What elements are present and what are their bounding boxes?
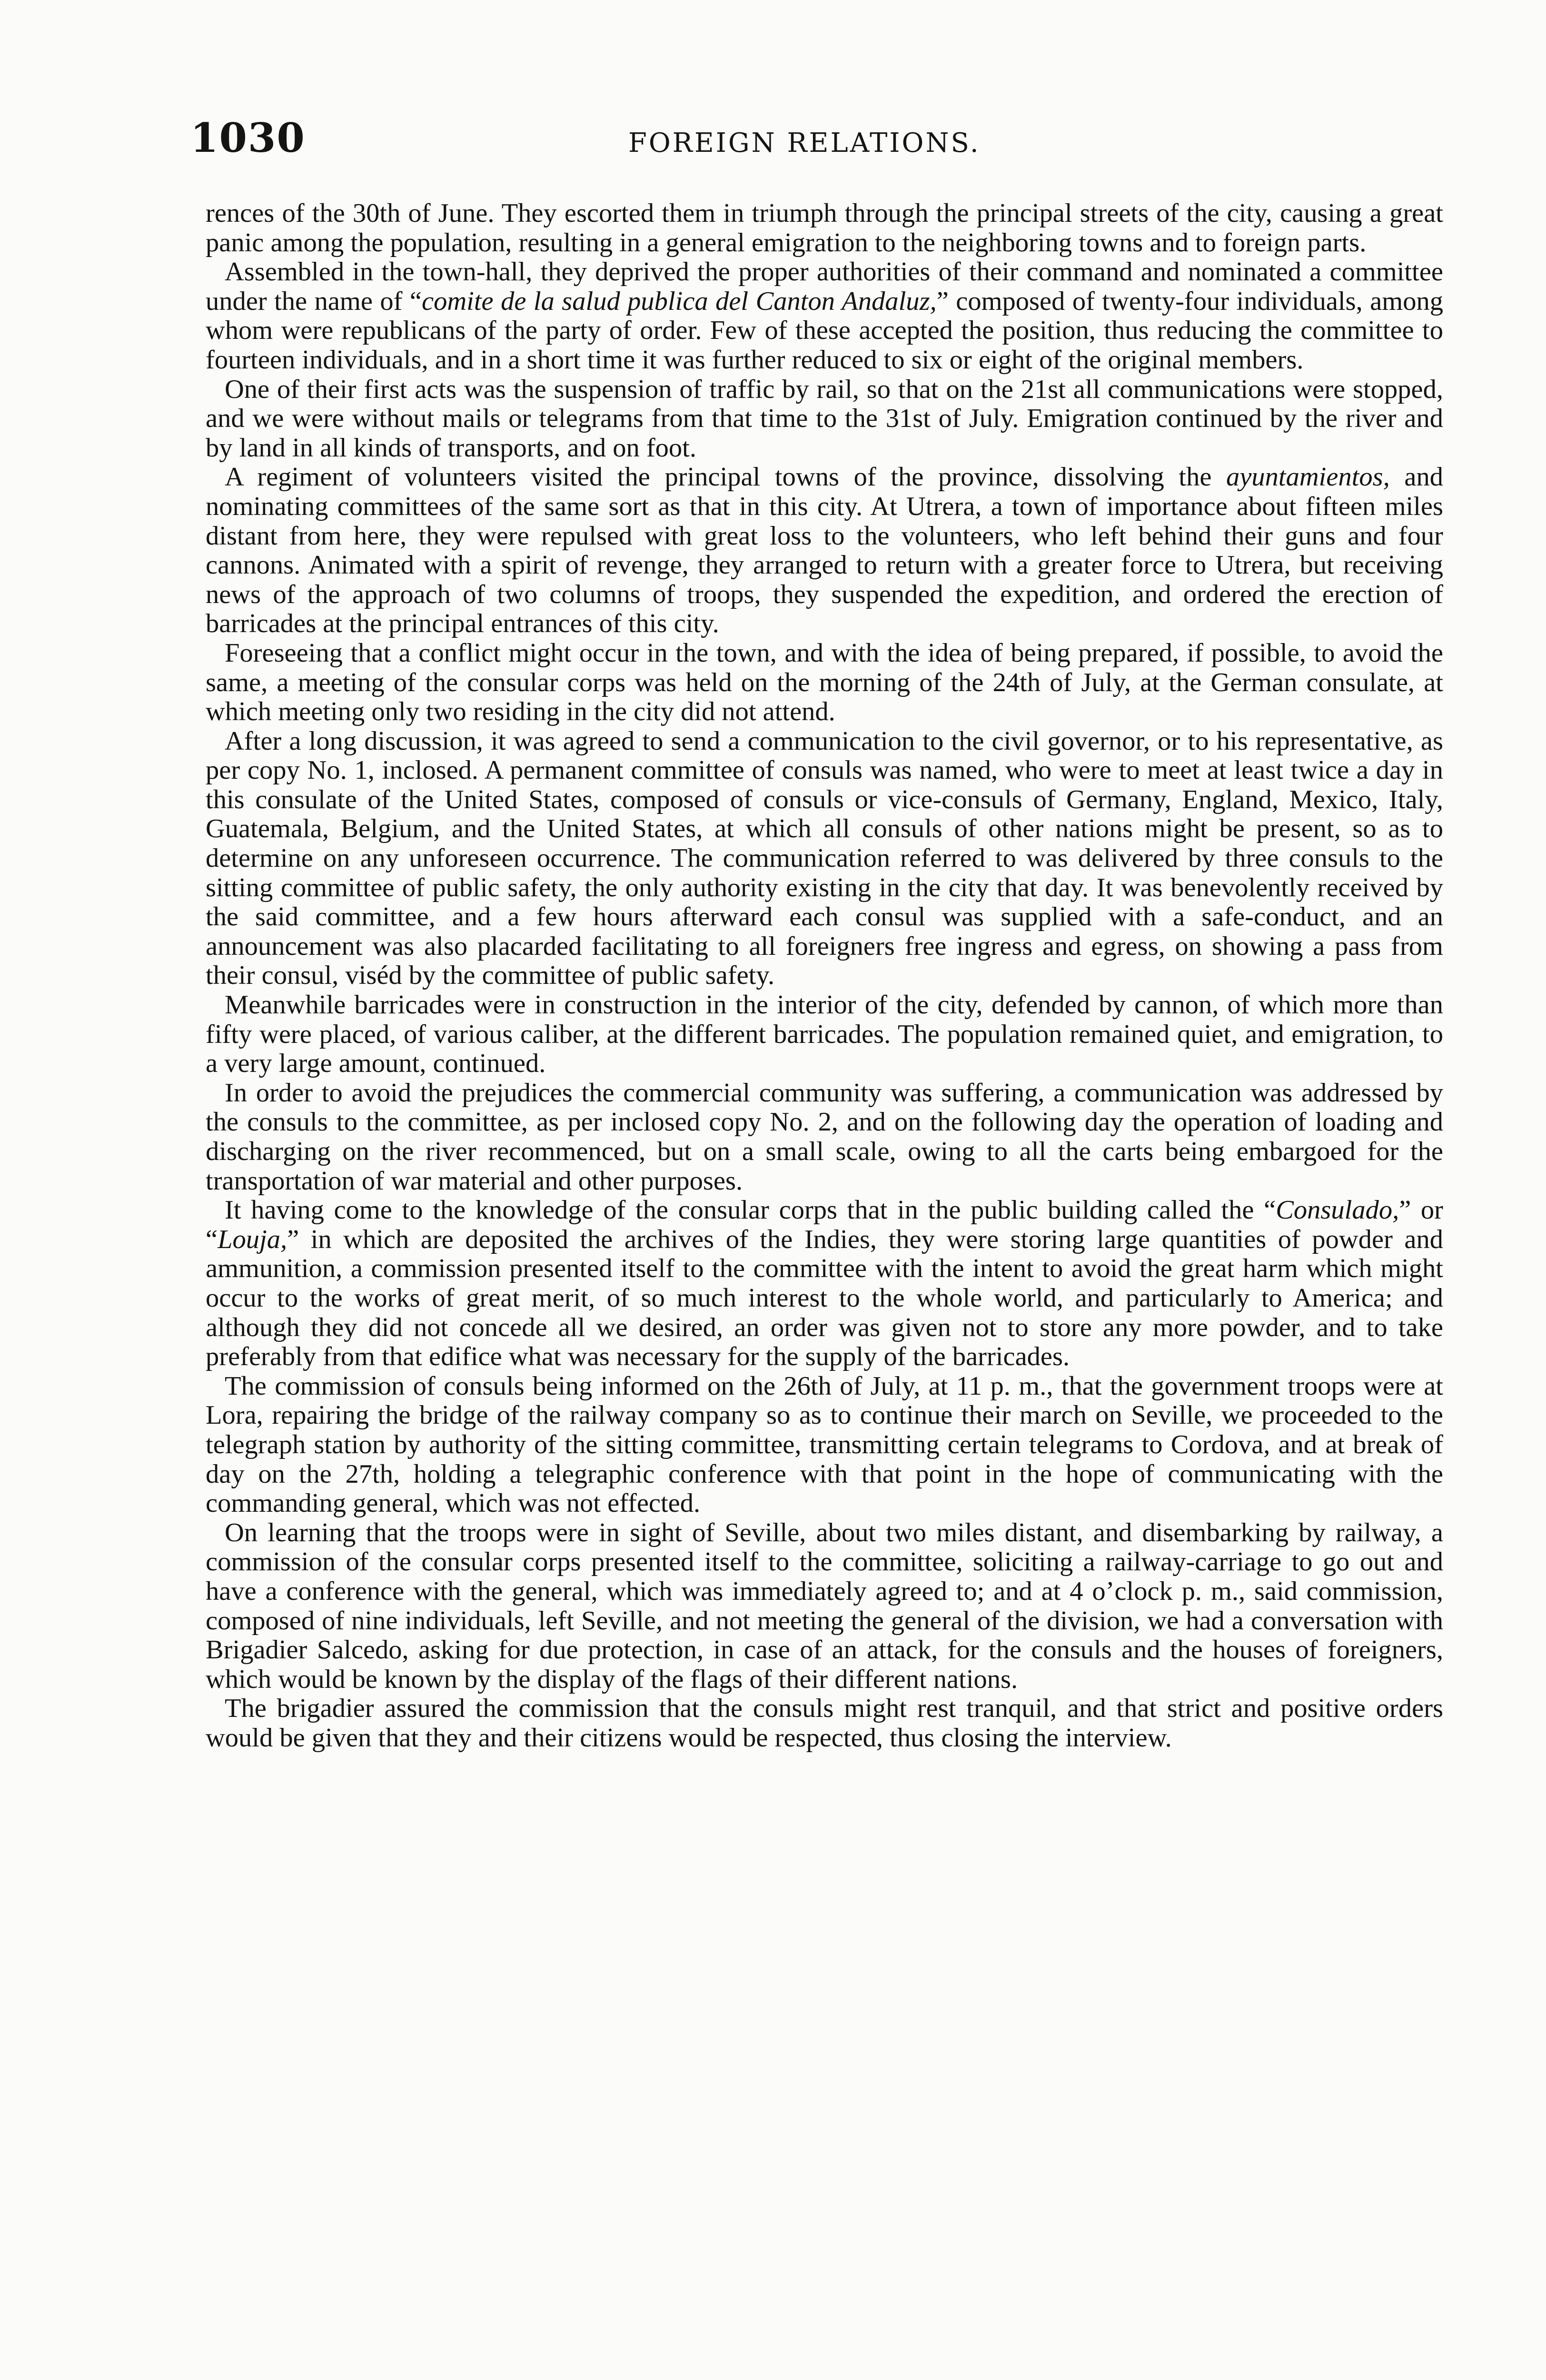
- paragraph-2: [206, 258, 1443, 375]
- paragraph-6: [206, 727, 1443, 991]
- italic-phrase: Louja,: [218, 1224, 287, 1254]
- paragraph-7: [206, 991, 1443, 1079]
- paragraph-11: [206, 1518, 1443, 1695]
- paragraph-text: After a long discussion, it was agreed to send a communication to the civil governor, or to his representative, as per copy No. 1, inclosed. A permanent committee of consuls was named, who were to meet at least twice a day in this consulate of the United States, composed of consuls or vice-consuls of Germany, England, Mexico, Italy, Guatemala, Belgium, and the United States, at which all consuls of other nations might be present, so as to determine on any unforeseen occurrence. The communication referred to was delivered by three consuls to the sitting committee of public safety, the only authority existing in the city that day. It was benevolently received by the said committee, and a few hours afterward each consul was supplied with a safe-conduct, and an announcement was also placarded facilitating to all foreigners free ingress and egress, on showing a pass from their consul, viséd by the committee of public safety.: [206, 726, 1443, 991]
- paragraph-10: [206, 1372, 1443, 1518]
- italic-phrase: ayuntamientos,: [1226, 462, 1390, 492]
- paragraph-text: One of their first acts was the suspension of traffic by rail, so that on the 21st all communications were stopped, and we were without mails or telegrams from that time to the 31st of July. Emigration continued by the river and by land in all kinds of transports, and on foot.: [206, 374, 1443, 463]
- paragraph-1: [206, 199, 1443, 258]
- running-title: FOREIGN RELATIONS.: [628, 128, 981, 159]
- paragraph-text: ” in which are deposited the archives of the Indies, they were storing large quantities of powder and ammunition, a commission presented itself to the committee with the intent to avoid the great harm which might occur to the works of great merit, of so much interest to the whole world, and particularly to America; and although they did not concede all we desired, an order was given not to store any more powder, and to take preferably from that edifice what was necessary for the supply of the barricades.: [206, 1224, 1443, 1372]
- paragraph-3: [206, 375, 1443, 463]
- paragraph-text: Assembled in the town-hall, they deprived the proper authorities of their command and nominated a committee under the name of “: [206, 257, 1443, 316]
- paragraph-5: [206, 639, 1443, 727]
- paragraph-text: In order to avoid the prejudices the commercial community was suffering, a communication was addressed by the consuls to the committee, as per inclosed copy No. 2, and on the following day the operation of loading and discharging on the river recommenced, but on a small scale, owing to all the carts being embargoed for the transportation of war material and other purposes.: [206, 1078, 1443, 1196]
- paragraph-text: A regiment of volunteers visited the principal towns of the province, dissolving the: [225, 462, 1227, 492]
- paragraph-8: [206, 1079, 1443, 1196]
- paragraph-text: rences of the 30th of June. They escorted them in triumph through the principal streets of the city, causing a great panic among the population, resulting in a general emigration to the neighboring towns and to foreign parts.: [206, 198, 1443, 258]
- paragraph-text: Foreseeing that a conflict might occur in the town, and with the idea of being prepared, if possible, to avoid the same, a meeting of the consular corps was held on the morning of the 24th of July, at the German consulate, at which meeting only two residing in the city did not attend.: [206, 638, 1443, 727]
- page-number: 1030: [190, 114, 306, 161]
- italic-phrase: Consulado,: [1276, 1195, 1399, 1225]
- paragraph-text: The brigadier assured the commission that the consuls might rest tranquil, and that strict and positive orders would be given that they and their citizens would be respected, thus closing the interview.: [206, 1694, 1443, 1753]
- page-header: [190, 114, 1447, 171]
- paragraph-9: [206, 1196, 1443, 1372]
- italic-phrase: comite de la salud publica del Canton Andaluz,: [422, 286, 937, 316]
- paragraph-text: and nominating committees of the same sort as that in this city. At Utrera, a town of importance about fifteen miles distant from here, they were repulsed with great loss to the volunteers, who left behind their guns and four cannons. Animated with a spirit of revenge, they arranged to return with a greater force to Utrera, but receiving news of the approach of two columns of troops, they suspended the expedition, and ordered the erection of barricades at the principal entrances of this city.: [206, 462, 1444, 639]
- paragraph-text: Meanwhile barricades were in construction in the interior of the city, defended by cannon, of which more than fifty were placed, of various caliber, at the different barricades. The population remained quiet, and emigration, to a very large amount, continued.: [206, 990, 1443, 1079]
- paragraph-text: On learning that the troops were in sight of Seville, about two miles distant, and disembarking by railway, a commission of the consular corps presented itself to the committee, soliciting a railway-carriage to go out and have a conference with the general, which was immediately agreed to; and at 4 o’clock p. m., said commission, composed of nine individuals, left Seville, and not meeting the general of the division, we had a conversation with Brigadier Salcedo, asking for due protection, in case of an attack, for the consuls and the houses of foreigners, which would be known by the display of the flags of their different nations.: [206, 1517, 1443, 1694]
- paragraph-text: ” or “: [206, 1195, 1443, 1254]
- body-text: [206, 199, 1443, 1753]
- paragraph-12: [206, 1694, 1443, 1753]
- paragraph-4: [206, 463, 1443, 639]
- paragraph-text: ” composed of twenty-four individuals, among whom were republicans of the party of order. Few of these accepted the position, thus reducing the committee to fourteen individuals, and in a short time it was further reduced to six or eight of the original members.: [206, 286, 1443, 375]
- paragraph-text: The commission of consuls being informed on the 26th of July, at 11 p. m., that the government troops were at Lora, repairing the bridge of the railway company so as to continue their march on Seville, we proceeded to the telegraph station by authority of the sitting committee, transmitting certain telegrams to Cordova, and at break of day on the 27th, holding a telegraphic conference with that point in the hope of communicating with the commanding general, which was not effected.: [206, 1371, 1443, 1518]
- paragraph-text: It having come to the knowledge of the consular corps that in the public building called the “: [225, 1195, 1276, 1225]
